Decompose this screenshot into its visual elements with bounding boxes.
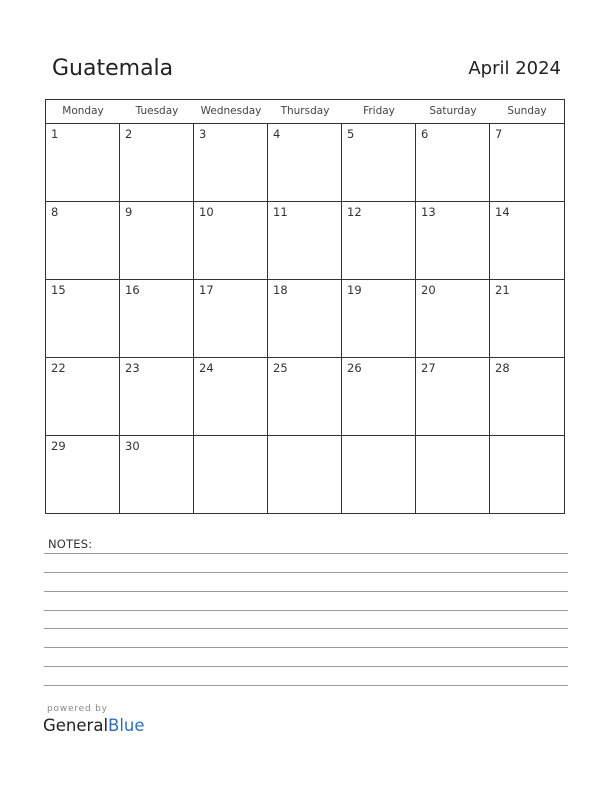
day-cell: [194, 124, 268, 201]
day-cell: [46, 358, 120, 435]
calendar-grid: [45, 99, 565, 514]
note-line: [44, 572, 568, 573]
note-line: [44, 685, 568, 686]
powered-by-text: powered by: [47, 704, 108, 714]
day-cell: [416, 202, 490, 279]
day-cell: [120, 358, 194, 435]
month-title: April 2024: [468, 58, 561, 79]
day-number: 4: [273, 127, 281, 141]
week-row-4: [46, 358, 564, 436]
note-line: [44, 553, 568, 554]
day-cell: [194, 358, 268, 435]
day-cell: [416, 280, 490, 357]
day-cell: [268, 436, 342, 513]
country-title: Guatemala: [52, 56, 174, 81]
notes-label: NOTES:: [48, 537, 93, 551]
day-number: 13: [421, 205, 436, 219]
day-number: 11: [273, 205, 288, 219]
day-cell: [120, 202, 194, 279]
day-number: 26: [347, 361, 362, 375]
day-cell: [46, 202, 120, 279]
day-number: 1: [51, 127, 59, 141]
week-row-3: [46, 280, 564, 358]
day-number: 8: [51, 205, 59, 219]
day-cell: [46, 124, 120, 201]
day-number: 15: [51, 283, 66, 297]
day-number: 19: [347, 283, 362, 297]
week-row-1: [46, 124, 564, 202]
day-number: 27: [421, 361, 436, 375]
day-number: 21: [495, 283, 510, 297]
day-number: 29: [51, 439, 66, 453]
day-number: 17: [199, 283, 214, 297]
weekday-tuesday: Tuesday: [135, 105, 179, 117]
day-cell: [416, 124, 490, 201]
weekday-header-row: [46, 100, 564, 124]
week-row-2: [46, 202, 564, 280]
day-cell: [342, 358, 416, 435]
note-line: [44, 666, 568, 667]
day-number: 22: [51, 361, 66, 375]
day-cell: [194, 436, 268, 513]
day-cell: [268, 202, 342, 279]
day-cell: [490, 124, 564, 201]
note-line: [44, 591, 568, 592]
weekday-thursday: Thursday: [280, 105, 330, 117]
day-number: 24: [199, 361, 214, 375]
day-cell: [120, 280, 194, 357]
day-cell: [490, 280, 564, 357]
day-number: 2: [125, 127, 133, 141]
week-row-5: [46, 436, 564, 513]
day-cell: [342, 202, 416, 279]
day-number: 28: [495, 361, 510, 375]
day-number: 9: [125, 205, 133, 219]
day-cell: [120, 436, 194, 513]
brand-blue-text: Blue: [108, 716, 145, 735]
day-number: 25: [273, 361, 288, 375]
day-number: 10: [199, 205, 214, 219]
day-cell: [268, 124, 342, 201]
day-number: 5: [347, 127, 355, 141]
day-cell: [342, 280, 416, 357]
weekday-sunday: Sunday: [507, 105, 547, 117]
note-line: [44, 610, 568, 611]
note-line: [44, 628, 568, 629]
day-number: 30: [125, 439, 140, 453]
weekday-friday: Friday: [363, 105, 395, 117]
day-cell: [268, 358, 342, 435]
brand-general-text: General: [43, 716, 109, 735]
generalblue-logo[interactable]: [43, 716, 145, 735]
day-number: 12: [347, 205, 362, 219]
day-number: 6: [421, 127, 429, 141]
day-cell: [268, 280, 342, 357]
weekday-saturday: Saturday: [429, 105, 477, 117]
day-cell: [342, 436, 416, 513]
note-line: [44, 647, 568, 648]
day-cell: [46, 280, 120, 357]
day-cell: [416, 358, 490, 435]
day-number: 16: [125, 283, 140, 297]
day-cell: [490, 358, 564, 435]
day-number: 3: [199, 127, 207, 141]
day-cell: [194, 280, 268, 357]
day-cell: [46, 436, 120, 513]
day-number: 7: [495, 127, 503, 141]
day-cell: [490, 202, 564, 279]
day-cell: [120, 124, 194, 201]
day-number: 14: [495, 205, 510, 219]
day-number: 18: [273, 283, 288, 297]
day-cell: [194, 202, 268, 279]
day-cell: [342, 124, 416, 201]
day-cell: [490, 436, 564, 513]
weekday-monday: Monday: [62, 105, 104, 117]
day-number: 20: [421, 283, 436, 297]
weekday-wednesday: Wednesday: [200, 105, 262, 117]
day-number: 23: [125, 361, 140, 375]
day-cell: [416, 436, 490, 513]
